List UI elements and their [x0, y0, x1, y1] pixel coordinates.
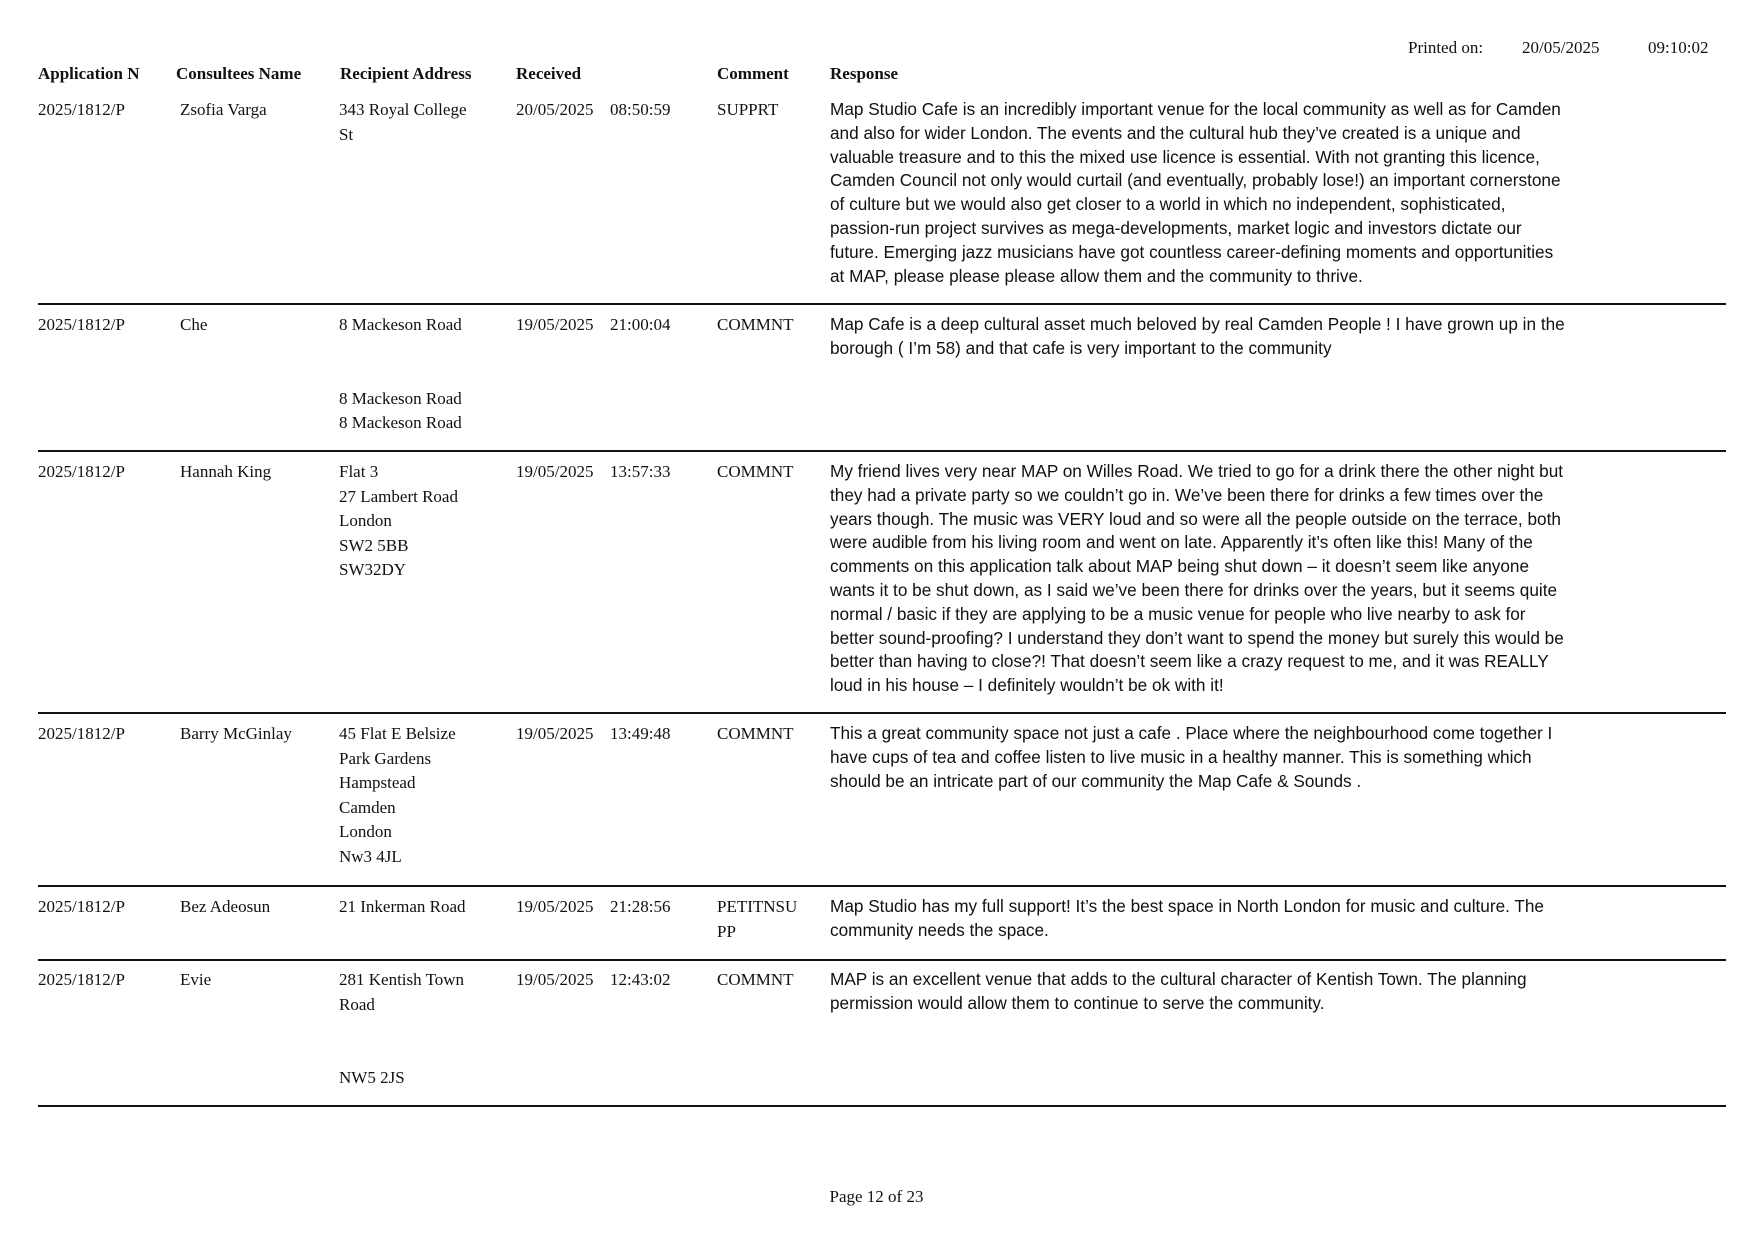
column-header-application: Application N: [38, 64, 140, 83]
response-line: and also for wider London. The events and the cultural hub they’ve created is a unique and: [830, 122, 1521, 143]
comment-line: COMMNT: [717, 970, 794, 989]
address-line: London: [339, 822, 392, 841]
application-number: 2025/1812/P: [38, 724, 125, 743]
recipient-address: [339, 98, 466, 147]
column-header-consultee: Consultees Name: [176, 64, 302, 83]
response-line: community needs the space.: [830, 919, 1049, 940]
page-number: Page 12 of 23: [829, 1187, 924, 1206]
response-line: at MAP, please please please allow them and the community to thrive.: [830, 265, 1363, 286]
received-date: 20/05/2025: [516, 100, 594, 119]
response-text: [830, 968, 1650, 1016]
address-line: Flat 3: [339, 462, 379, 481]
address-line: SW32DY: [339, 560, 407, 579]
recipient-address: [339, 722, 456, 869]
received-date: 19/05/2025: [516, 462, 594, 481]
consultee-name: Barry McGinlay: [180, 724, 292, 743]
address-line: 27 Lambert Road: [339, 486, 458, 506]
response-line: Camden Council not only would curtail (and eventually, probably lose!) an important cornerstone: [830, 170, 1561, 191]
printed-on-label: Printed on:: [1408, 38, 1484, 57]
address-line: 8 Mackeson Road: [339, 413, 462, 432]
comment-line: COMMNT: [717, 724, 794, 743]
address-line: Road: [339, 994, 375, 1014]
address-line: [339, 338, 462, 363]
address-line: London: [339, 511, 392, 530]
address-line: 8 Mackeson Road: [339, 388, 462, 408]
response-line: have cups of tea and coffee listen to live music in a healthy manner. This is something which: [830, 746, 1532, 767]
column-header-response: Response: [830, 64, 899, 83]
application-number: 2025/1812/P: [38, 462, 125, 481]
address-line: NW5 2JS: [339, 1068, 405, 1087]
application-number: 2025/1812/P: [38, 970, 125, 989]
row-divider: [38, 885, 1726, 887]
response-line: years though. The music was VERY loud and so were all the people outside on the terrace, both: [830, 508, 1561, 529]
response-line: were audible from his living room and went on late. Apparently it’s often like this! Many of the: [830, 532, 1533, 553]
response-line: My friend lives very near MAP on Willes Road. We tried to go for a drink there the other night but: [830, 461, 1564, 481]
table-row: [38, 968, 1726, 1107]
consultee-name: Zsofia Varga: [180, 100, 267, 119]
table-row: [38, 895, 1726, 961]
address-line: 8 Mackeson Road: [339, 315, 462, 334]
row-divider: [38, 450, 1726, 452]
address-line: Nw3 4JL: [339, 846, 402, 866]
response-line: Map Studio Cafe is an incredibly important venue for the local community as well as for Camden: [830, 99, 1561, 119]
received-time: 13:57:33: [610, 462, 671, 481]
row-divider: [38, 712, 1726, 714]
table-row: [38, 313, 1726, 452]
response-line: MAP is an excellent venue that adds to the cultural character of Kentish Town. The planning: [830, 969, 1527, 989]
row-divider: [38, 959, 1726, 961]
comment-line: SUPPRT: [717, 100, 779, 119]
response-line: loud in his house – I definitely wouldn’t be ok with it!: [830, 675, 1224, 696]
table-row: [38, 460, 1726, 714]
response-line: normal / basic if they are applying to be a music venue for people who live nearby to ask for: [830, 603, 1526, 624]
row-divider: [38, 1105, 1726, 1107]
comment-line: COMMNT: [717, 315, 794, 334]
comment-type: [717, 722, 794, 747]
response-text: [830, 460, 1650, 698]
received-date: 19/05/2025: [516, 970, 594, 989]
column-header-received: Received: [516, 64, 582, 83]
received-date: 19/05/2025: [516, 315, 594, 334]
response-line: comments on this application talk about MAP being shut down – it doesn’t seem like anyone: [830, 556, 1530, 577]
response-line: wants it to be shut down, as I said we’ve been there for drinks over the years, but it seems quite: [830, 579, 1558, 600]
table-row: [38, 98, 1726, 305]
received-date: 19/05/2025: [516, 724, 594, 743]
response-line: better than having to close?! That doesn’t seem like a crazy request to me, and it was REALLY: [830, 651, 1549, 672]
received-time: 21:28:56: [610, 897, 671, 916]
comment-line: PETITNSU: [717, 897, 798, 916]
consultee-name: Bez Adeosun: [180, 897, 271, 916]
address-line: 343 Royal College: [339, 100, 467, 119]
response-line: of culture but we would also get closer to a world in which no independent, sophisticated,: [830, 194, 1506, 215]
response-text: [830, 895, 1650, 943]
consultee-name: Che: [180, 315, 208, 334]
recipient-address: [339, 895, 466, 920]
application-number: 2025/1812/P: [38, 897, 125, 916]
address-line: [339, 1017, 464, 1042]
printed-date: 20/05/2025: [1522, 38, 1600, 57]
recipient-address: [339, 313, 462, 436]
column-header-comment: Comment: [717, 64, 789, 83]
response-line: permission would allow them to continue to serve the community.: [830, 992, 1325, 1013]
table-row: [38, 722, 1726, 887]
response-line: should be an intricate part of our community the Map Cafe & Sounds .: [830, 770, 1362, 791]
comment-line: COMMNT: [717, 462, 794, 481]
response-text: [830, 98, 1650, 288]
comment-type: [717, 313, 794, 338]
received-time: 12:43:02: [610, 970, 671, 989]
column-header-address: Recipient Address: [340, 64, 472, 83]
printed-time: 09:10:02: [1648, 38, 1709, 57]
response-line: passion-run project survives as mega-developments, market logic and investors dictate our: [830, 217, 1522, 238]
response-text: [830, 313, 1650, 361]
address-line: 45 Flat E Belsize: [339, 724, 456, 743]
application-number: 2025/1812/P: [38, 315, 125, 334]
response-line: Map Studio has my full support! It’s the best space in North London for music and culture. The: [830, 896, 1544, 916]
response-line: This a great community space not just a cafe . Place where the neighbourhood come together I: [830, 723, 1553, 743]
application-number: 2025/1812/P: [38, 100, 125, 119]
address-line: [339, 1042, 464, 1067]
comment-line: PP: [717, 921, 736, 941]
response-line: they had a private party so we couldn’t go in. We’ve been there for drinks a few times over the: [830, 484, 1544, 505]
recipient-address: [339, 968, 464, 1091]
address-line: 281 Kentish Town: [339, 970, 465, 989]
response-line: better sound-proofing? I understand they don’t want to spend the money but surely this would be: [830, 627, 1564, 648]
address-line: SW2 5BB: [339, 535, 409, 555]
row-divider: [38, 303, 1726, 305]
address-line: St: [339, 124, 354, 144]
comment-type: [717, 895, 797, 944]
consultee-name: Evie: [180, 970, 212, 989]
comment-type: [717, 460, 794, 485]
address-line: Hampstead: [339, 773, 416, 792]
response-line: borough ( I’m 58) and that cafe is very important to the community: [830, 337, 1332, 358]
response-line: future. Emerging jazz musicians have got countless career-defining moments and opportunities: [830, 241, 1554, 262]
address-line: Park Gardens: [339, 748, 432, 768]
address-line: 21 Inkerman Road: [339, 897, 466, 916]
comment-type: [717, 968, 794, 993]
response-text: [830, 722, 1650, 793]
address-line: Camden: [339, 797, 396, 817]
response-line: valuable treasure and to this the mixed use licence is essential. With not granting this licence,: [830, 146, 1540, 167]
received-date: 19/05/2025: [516, 897, 594, 916]
recipient-address: [339, 460, 458, 583]
received-time: 13:49:48: [610, 724, 671, 743]
received-time: 08:50:59: [610, 100, 671, 119]
address-line: [339, 362, 462, 387]
response-line: Map Cafe is a deep cultural asset much beloved by real Camden People ! I have grown up in the: [830, 314, 1565, 334]
comment-type: [717, 98, 778, 123]
consultee-name: Hannah King: [180, 462, 272, 481]
received-time: 21:00:04: [610, 315, 671, 334]
